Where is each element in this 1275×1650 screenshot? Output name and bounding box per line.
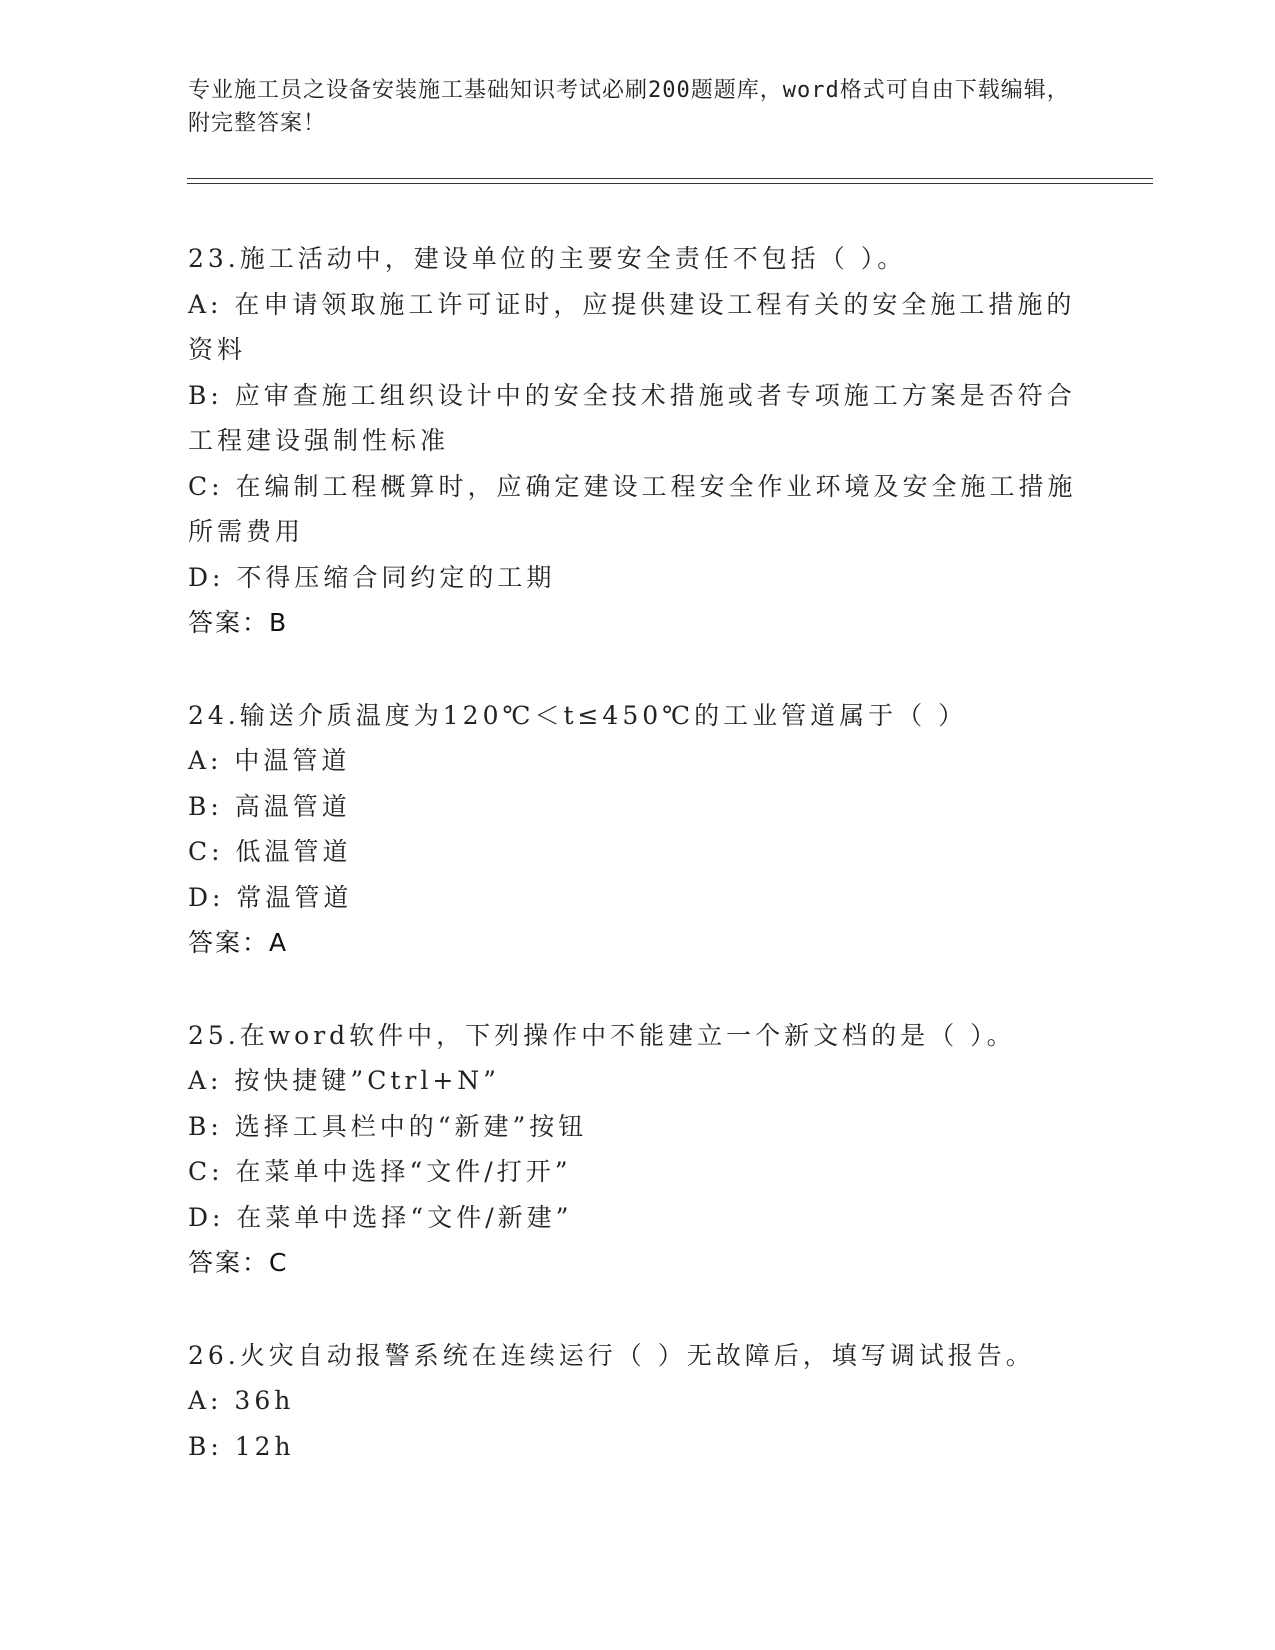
question-list [188, 236, 1088, 1516]
question-text: 23.施工活动中，建设单位的主要安全责任不包括（ ）。 [188, 244, 907, 273]
option-b: B: 应审查施工组织设计中的安全技术措施或者专项施工方案是否符合工程建设强制性标准 [188, 380, 1076, 455]
header-rule-top [187, 178, 1153, 179]
option-c: C: 在菜单中选择“文件/打开” [188, 1157, 572, 1186]
question-text: 25.在word软件中，下列操作中不能建立一个新文档的是（ ）。 [188, 1020, 1016, 1050]
header-rule-bottom [187, 183, 1153, 184]
option-a: A: 按快捷键”Ctrl+N” [188, 1066, 500, 1095]
question-25 [188, 1013, 1088, 1286]
question-text: 26.火灾自动报警系统在连续运行（ ）无故障后，填写调试报告。 [188, 1340, 1035, 1370]
option-b: B: 12h [188, 1431, 295, 1461]
option-a: A: 在申请领取施工许可证时，应提供建设工程有关的安全施工措施的资料 [188, 289, 1076, 364]
option-c: C: 在编制工程概算时，应确定建设工程安全作业环境及安全施工措施所需费用 [188, 471, 1077, 546]
option-a: A: 36h [188, 1386, 295, 1415]
answer: 答案：B [188, 608, 289, 637]
option-d: D: 在菜单中选择“文件/新建” [188, 1202, 573, 1232]
option-d: D: 不得压缩合同约定的工期 [188, 562, 556, 592]
option-b: B: 高温管道 [188, 791, 351, 821]
question-26 [188, 1333, 1088, 1470]
option-d: D: 常温管道 [188, 882, 353, 912]
option-a: A: 中温管道 [188, 746, 351, 775]
answer: 答案：C [188, 1248, 289, 1277]
answer: 答案：A [188, 928, 289, 957]
question-text: 24.输送介质温度为120℃＜t≤450℃的工业管道属于（ ） [188, 700, 968, 730]
question-24 [188, 693, 1088, 966]
document-header: 专业施工员之设备安装施工基础知识考试必刷200题题库，word格式可自由下载编辑，附完整答案！ [188, 78, 1070, 136]
option-b: B: 选择工具栏中的“新建”按钮 [188, 1111, 588, 1141]
question-23 [188, 236, 1088, 646]
option-c: C: 低温管道 [188, 837, 352, 866]
